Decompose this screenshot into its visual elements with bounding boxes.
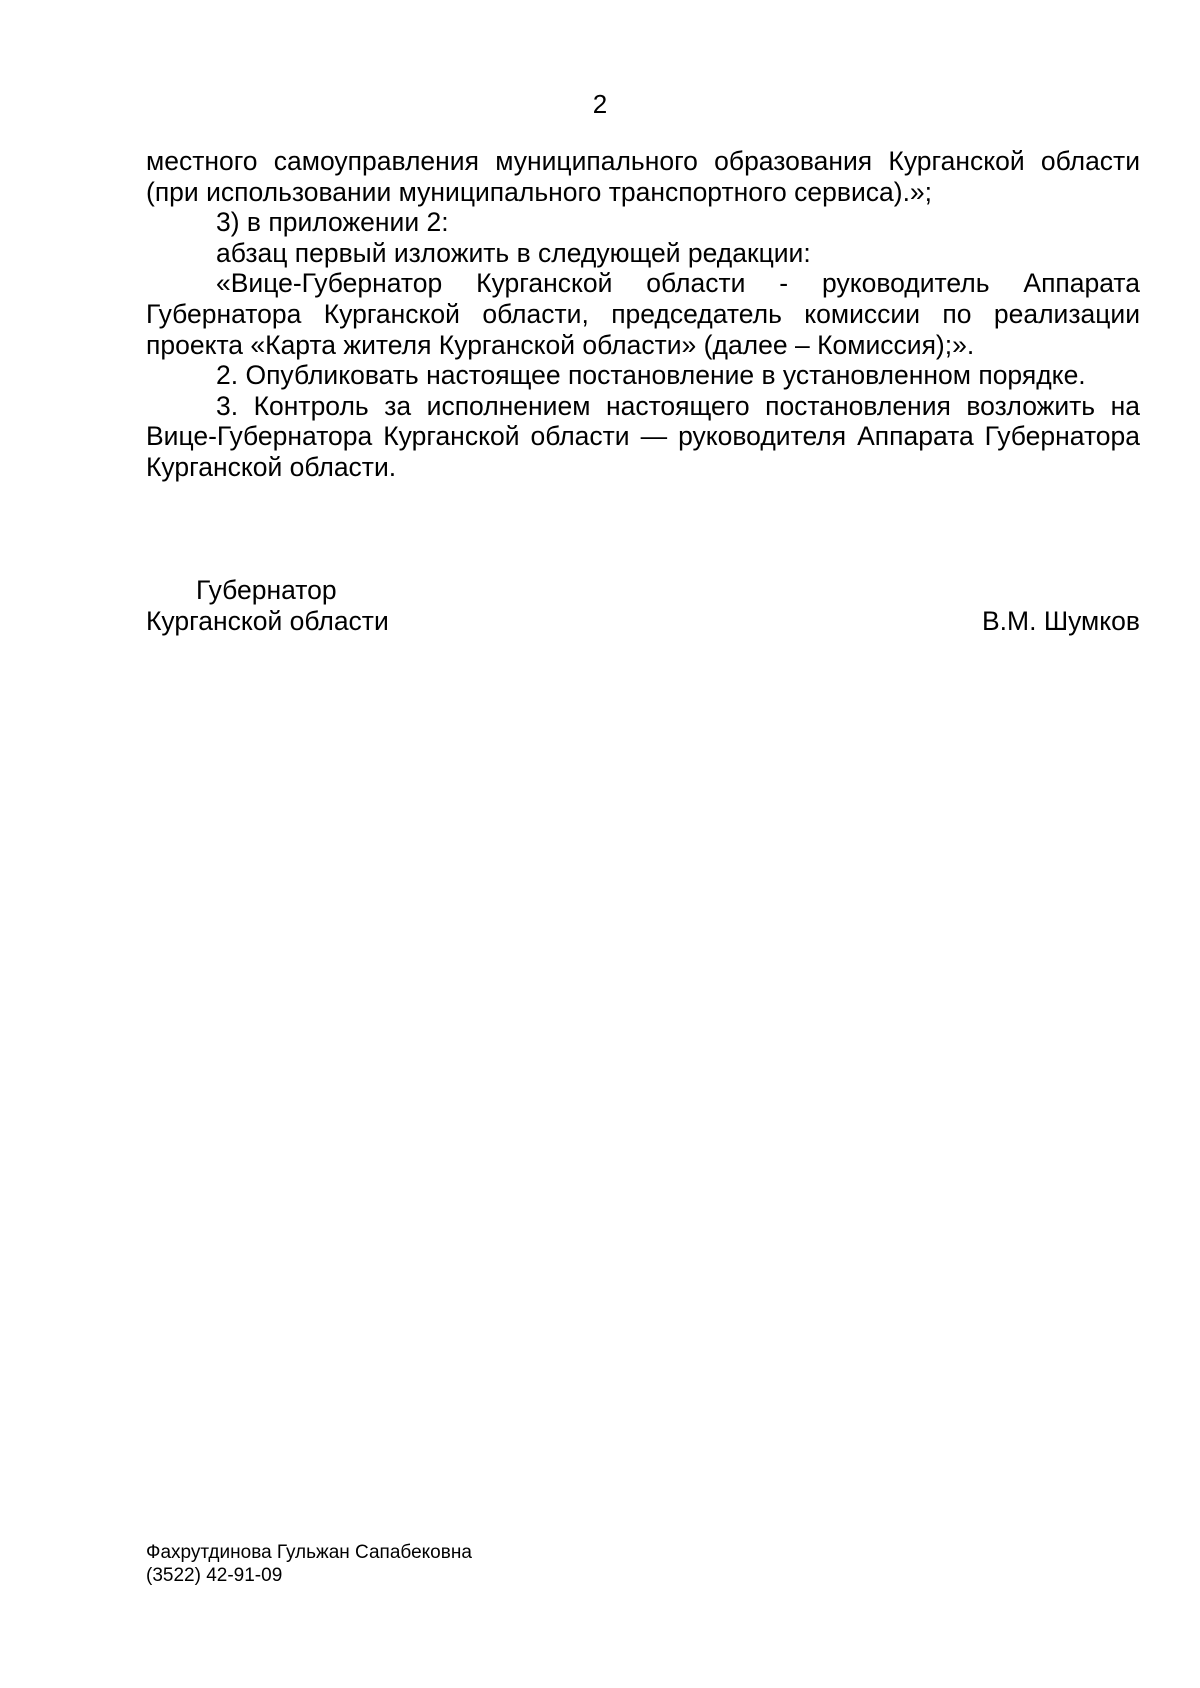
executor-phone: (3522) 42-91-09 xyxy=(146,1565,283,1586)
text-line: 3) в приложении 2: xyxy=(216,207,449,238)
paragraph-instruction xyxy=(146,238,1140,269)
signatory-name: В.М. Шумков xyxy=(981,606,1140,636)
paragraph-appendix-item xyxy=(146,207,1140,238)
executor-name: Фахрутдинова Гульжан Сапабековна xyxy=(146,1542,472,1563)
signatory-title xyxy=(146,575,389,637)
text-line: Вице-Губернатора Курганской области — руководителя Аппарата Губернатора xyxy=(146,421,1140,452)
text-line: 2. Опубликовать настоящее постановление в установленном порядке. xyxy=(216,360,1086,391)
paragraph-continuation xyxy=(146,146,1140,207)
paragraph-item-3 xyxy=(146,391,1140,483)
text-line: «Вице-Губернатор Курганской области - руководитель Аппарата xyxy=(216,268,1140,299)
text-line: 3. Контроль за исполнением настоящего постановления возложить на xyxy=(216,390,1140,421)
page-number: 2 xyxy=(592,89,608,119)
document-body xyxy=(146,146,1140,483)
signatory-title-line: Губернатор xyxy=(196,575,337,605)
text-line: местного самоуправления муниципального образования Курганской области xyxy=(146,146,1140,176)
executor-block xyxy=(146,1541,472,1587)
text-line: проекта «Карта жителя Курганской области» (далее – Комиссия);». xyxy=(146,329,975,360)
text-line: Курганской области. xyxy=(146,451,397,482)
paragraph-quoted-text xyxy=(146,268,1140,360)
text-line: Губернатора Курганской области, председатель комиссии по реализации xyxy=(146,298,1140,329)
text-line: (при использовании муниципального транспортного сервиса).»; xyxy=(146,176,933,207)
text-line: абзац первый изложить в следующей редакции: xyxy=(216,237,811,268)
signatory-title-line: Курганской области xyxy=(146,606,389,636)
paragraph-item-2 xyxy=(146,360,1140,391)
